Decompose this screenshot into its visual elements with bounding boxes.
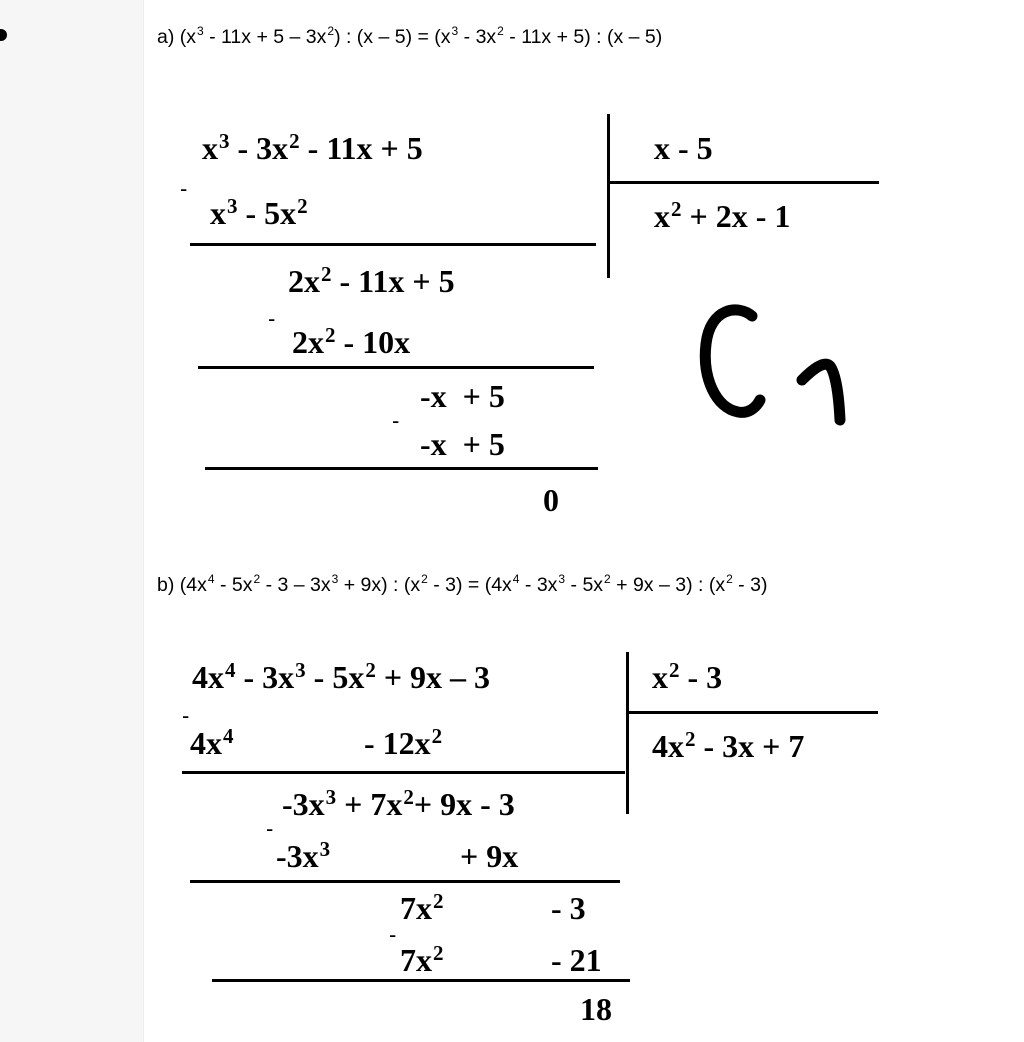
b-subtraction-line-1 (182, 771, 625, 774)
handwritten-grade-stroke (705, 310, 760, 412)
a-divisor-underline (609, 181, 879, 184)
a-minus-sign-3: - (392, 408, 400, 433)
b-step-2-term-a: $-3x^3$ (276, 837, 331, 874)
a-step-1: $x^3 - 5x^2$ (210, 194, 308, 231)
b-minus-sign-1: - (182, 703, 190, 728)
b-divisor-underline (628, 711, 878, 714)
a-subtraction-line-1 (190, 243, 596, 246)
a-minus-sign-2: - (268, 306, 276, 331)
b-step-3-term-b: - 21 (551, 942, 602, 978)
left-gutter (0, 0, 144, 1042)
b-step-2-term-b: + 9x (460, 838, 519, 874)
b-remainder-1: $-3x^3 + 7x^2+ 9x - 3$ (282, 785, 515, 822)
a-step-2: $2x^2 - 10x$ (292, 323, 411, 360)
a-subtraction-line-2 (198, 366, 594, 369)
a-final-remainder: 0 (543, 482, 559, 518)
a-step-3: -x + 5 (420, 426, 505, 462)
b-minus-sign-3: - (389, 922, 397, 947)
b-step-1-term-a: $4x^4$ (190, 724, 234, 761)
b-divisor: $x^2 - 3$ (652, 658, 723, 695)
handwritten-grade-stroke (802, 364, 840, 420)
a-quotient: $x^2 + 2x - 1$ (654, 197, 791, 234)
b-subtraction-line-2 (190, 880, 620, 883)
a-divisor: x - 5 (654, 130, 713, 166)
b-division-vertical-bar (626, 652, 629, 814)
problem-a-statement: a) $(x^3 - 11x + 5 - 3x^2)$ : $(x - 5) = (x^3 - 3x^2 - 11x + 5)$ : (x – 5) (157, 24, 663, 48)
b-quotient: $4x^2 - 3x + 7$ (652, 727, 805, 764)
b-remainder-2-term-a: $7x^2$ (400, 889, 444, 926)
a-remainder-1: $2x^2 - 11x + 5$ (288, 262, 455, 299)
b-subtraction-line-3 (212, 979, 630, 982)
a-dividend: $x^3 - 3x^2 - 11x + 5$ (202, 129, 423, 166)
b-final-remainder: 18 (580, 991, 612, 1027)
b-dividend: $4x^4 - 3x^3 - 5x^2 + 9x - 3$ (192, 658, 491, 695)
a-minus-sign-1: - (180, 176, 188, 201)
a-remainder-2: -x + 5 (420, 378, 505, 414)
a-division-vertical-bar (607, 114, 610, 278)
problem-b-statement: b) $(4x^4 - 5x^2 - 3 - 3x^3 + 9x)$ : $(x^2 - 3) = (4x^4 - 3x^3 - 5x^2 + 9x - 3)$ : $(x^2 - 3)$ (157, 572, 768, 596)
b-remainder-2-term-b: - 3 (551, 890, 586, 926)
b-minus-sign-2: - (266, 816, 274, 841)
a-subtraction-line-3 (205, 467, 598, 470)
b-step-3-term-a: $7x^2$ (400, 941, 444, 978)
b-step-1-term-b: - $12x^2$ (364, 724, 443, 761)
handwritten-grade-mark (688, 286, 868, 436)
